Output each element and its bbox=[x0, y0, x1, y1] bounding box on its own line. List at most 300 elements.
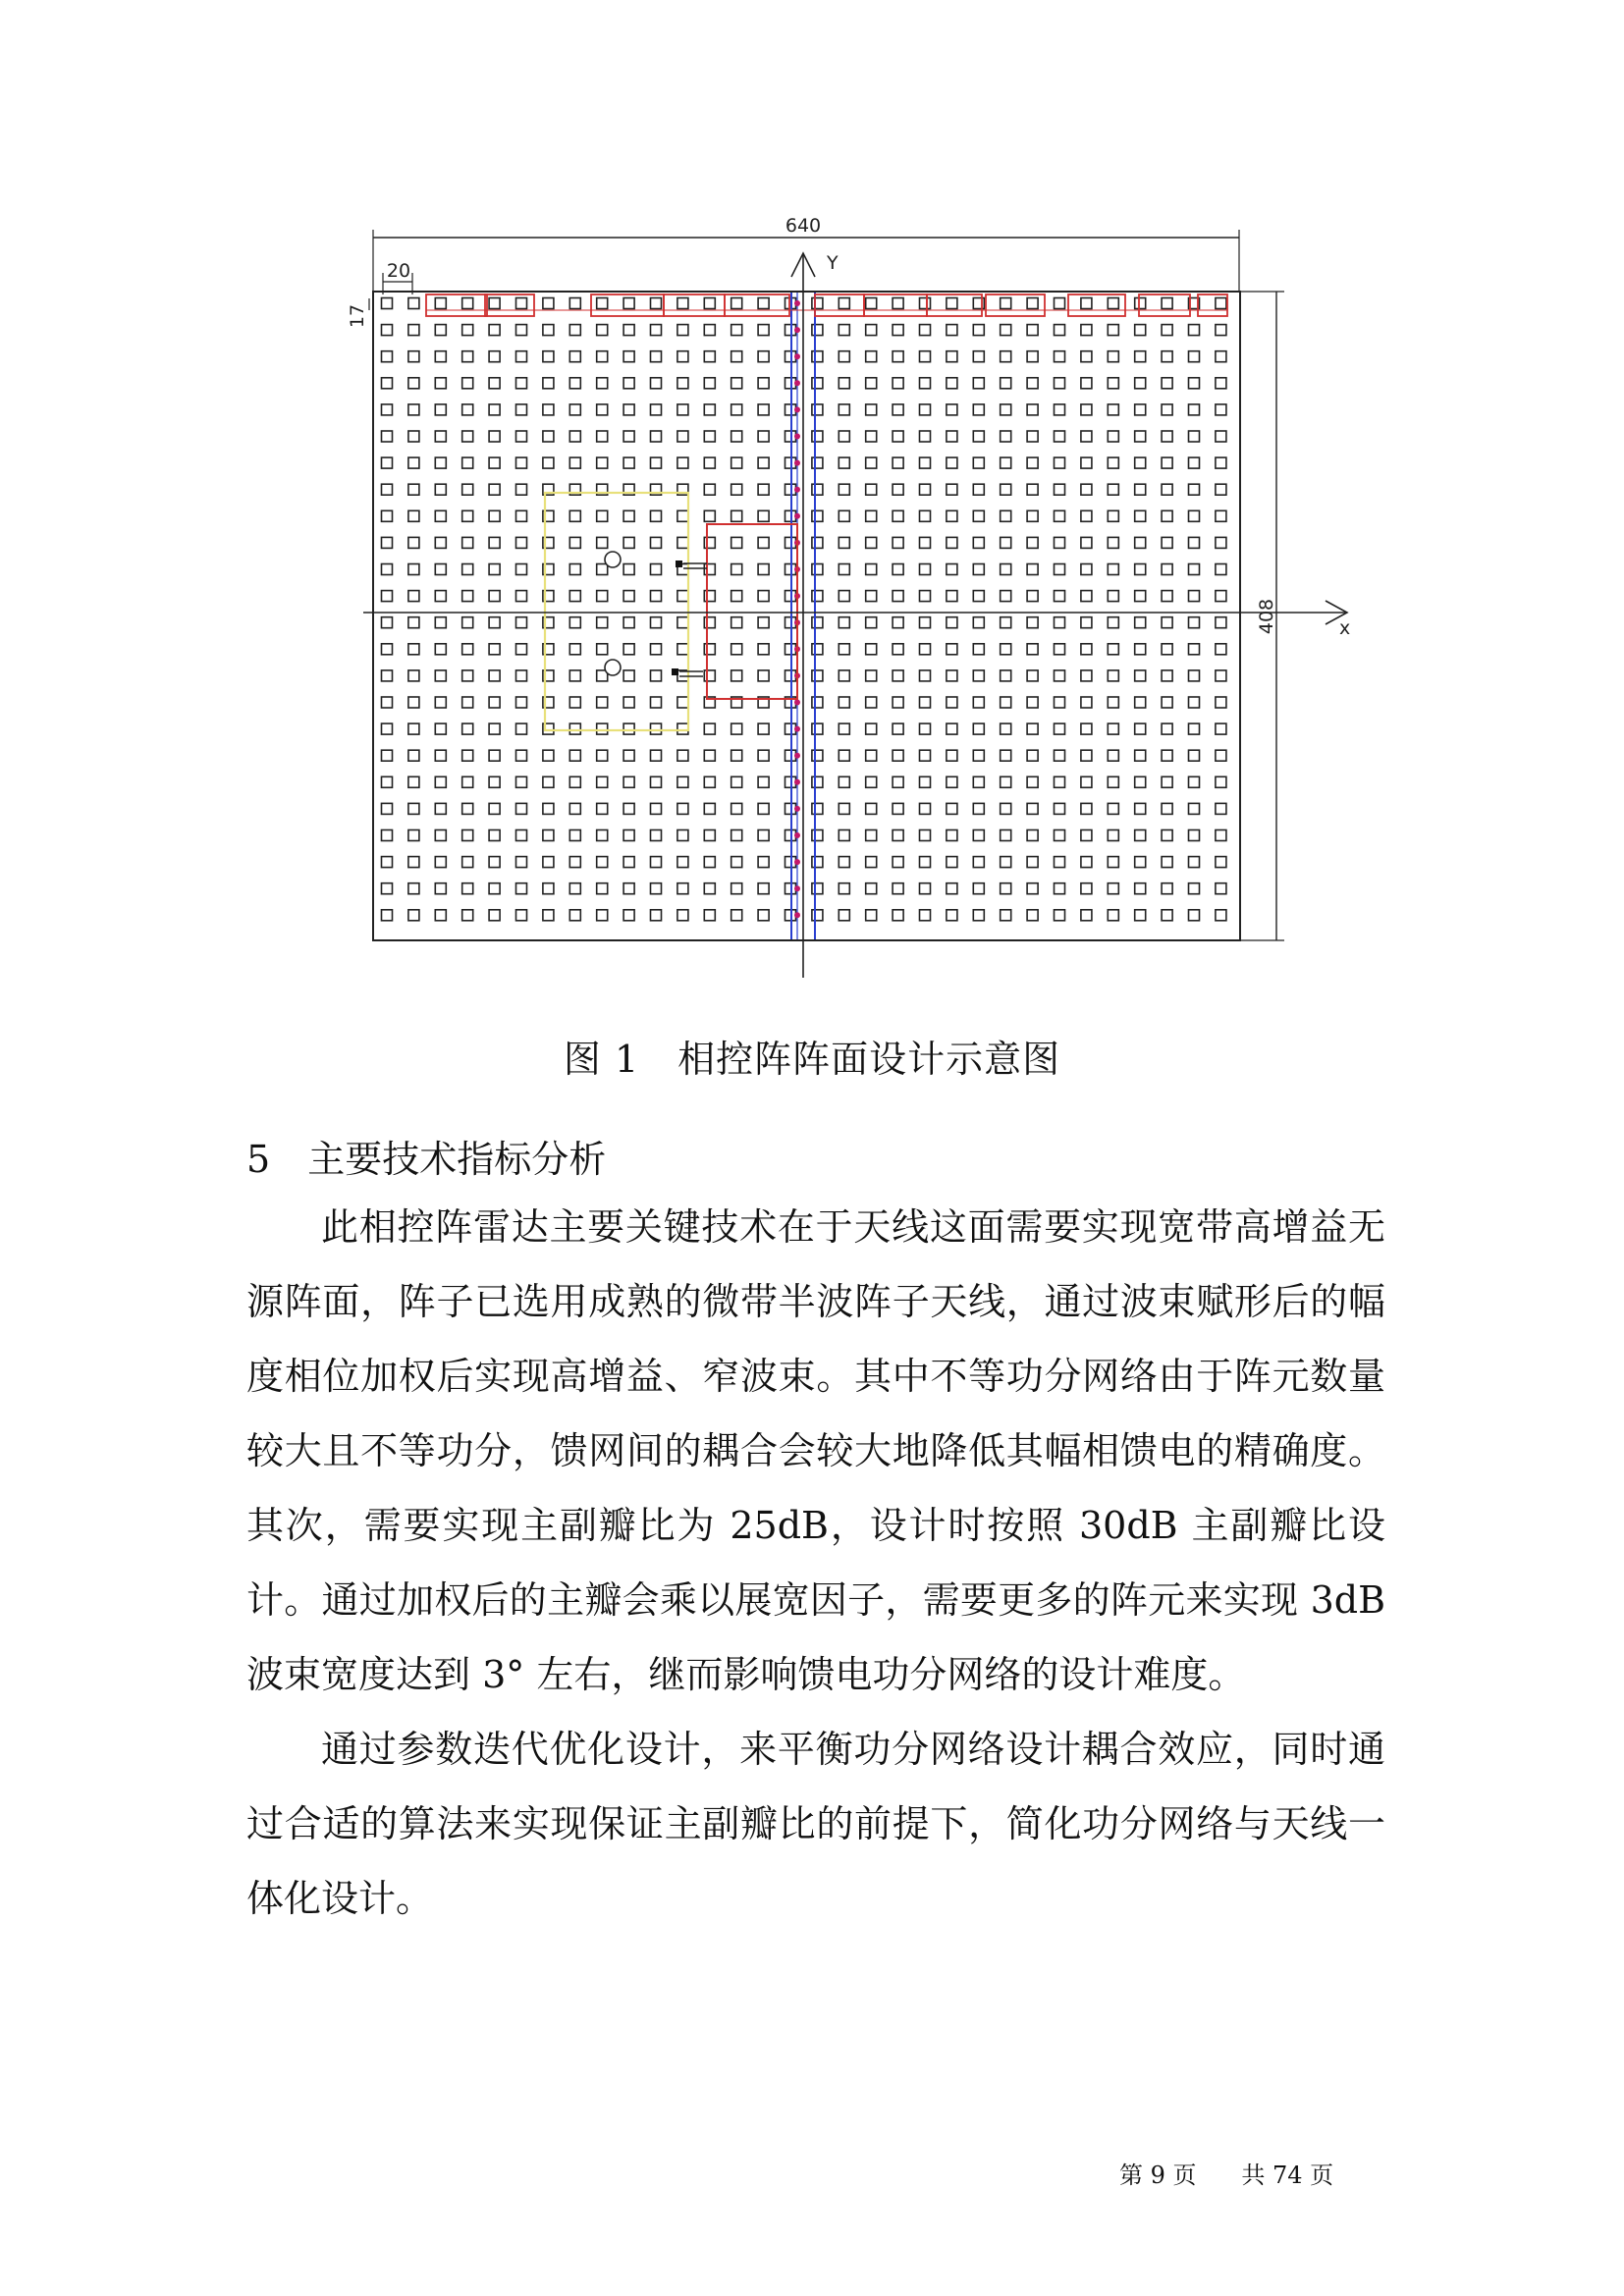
width-dimension-label: 640 bbox=[785, 215, 822, 237]
array-element bbox=[623, 830, 634, 841]
array-element bbox=[462, 830, 473, 841]
array-element bbox=[1135, 857, 1146, 868]
array-element bbox=[1135, 484, 1146, 495]
array-element bbox=[731, 644, 742, 655]
array-element bbox=[597, 697, 608, 708]
array-element bbox=[758, 298, 769, 309]
array-element bbox=[382, 776, 393, 787]
array-element bbox=[1108, 564, 1118, 575]
array-element bbox=[462, 351, 473, 362]
array-element bbox=[543, 325, 554, 336]
array-element bbox=[597, 325, 608, 336]
array-element bbox=[1216, 510, 1226, 521]
array-element bbox=[947, 510, 957, 521]
array-element bbox=[1162, 830, 1172, 841]
array-element bbox=[1001, 644, 1011, 655]
array-element bbox=[651, 750, 662, 761]
array-element bbox=[1001, 564, 1011, 575]
array-element bbox=[812, 883, 823, 894]
array-element bbox=[408, 378, 419, 389]
array-element bbox=[839, 910, 849, 921]
array-element bbox=[731, 750, 742, 761]
array-element bbox=[1055, 484, 1065, 495]
array-element bbox=[1216, 457, 1226, 468]
array-element bbox=[651, 670, 662, 681]
array-element bbox=[569, 910, 580, 921]
phased-array-layout-diagram bbox=[0, 0, 1624, 991]
array-element bbox=[812, 484, 823, 495]
array-element bbox=[1108, 617, 1118, 628]
array-element bbox=[920, 298, 931, 309]
array-element bbox=[1216, 697, 1226, 708]
array-element bbox=[516, 883, 527, 894]
array-element bbox=[1027, 351, 1038, 362]
array-element bbox=[812, 457, 823, 468]
array-element bbox=[569, 776, 580, 787]
array-element bbox=[1216, 431, 1226, 442]
array-element bbox=[973, 830, 984, 841]
array-element bbox=[516, 857, 527, 868]
array-element bbox=[1081, 510, 1092, 521]
array-element bbox=[866, 564, 877, 575]
array-element bbox=[1189, 404, 1200, 415]
array-element bbox=[462, 803, 473, 814]
array-element bbox=[623, 457, 634, 468]
array-element bbox=[893, 431, 903, 442]
array-element bbox=[408, 617, 419, 628]
array-element bbox=[947, 617, 957, 628]
array-element bbox=[1081, 378, 1092, 389]
array-element bbox=[623, 298, 634, 309]
array-element bbox=[651, 378, 662, 389]
array-element bbox=[758, 617, 769, 628]
array-element bbox=[1027, 564, 1038, 575]
array-element bbox=[1135, 325, 1146, 336]
array-element bbox=[1081, 803, 1092, 814]
array-element bbox=[597, 431, 608, 442]
array-element bbox=[623, 510, 634, 521]
array-element bbox=[1189, 510, 1200, 521]
array-element bbox=[623, 697, 634, 708]
array-element bbox=[893, 723, 903, 734]
array-element bbox=[704, 883, 715, 894]
array-element bbox=[758, 883, 769, 894]
array-element bbox=[893, 883, 903, 894]
array-element bbox=[947, 750, 957, 761]
array-element bbox=[704, 298, 715, 309]
array-element bbox=[839, 723, 849, 734]
array-element bbox=[973, 697, 984, 708]
array-element bbox=[704, 776, 715, 787]
array-element bbox=[435, 644, 446, 655]
array-element bbox=[1027, 537, 1038, 548]
array-element bbox=[1055, 457, 1065, 468]
array-element bbox=[651, 910, 662, 921]
array-element bbox=[569, 644, 580, 655]
array-element bbox=[704, 378, 715, 389]
array-element bbox=[947, 591, 957, 602]
array-element bbox=[1216, 484, 1226, 495]
array-element bbox=[651, 510, 662, 521]
array-element bbox=[489, 591, 500, 602]
array-element bbox=[462, 378, 473, 389]
array-element bbox=[1162, 378, 1172, 389]
array-element bbox=[973, 670, 984, 681]
array-element bbox=[1162, 537, 1172, 548]
array-element bbox=[569, 351, 580, 362]
array-element bbox=[1216, 298, 1226, 309]
array-element bbox=[839, 803, 849, 814]
array-element bbox=[731, 910, 742, 921]
feed-point bbox=[794, 753, 800, 759]
array-element bbox=[758, 431, 769, 442]
array-element bbox=[435, 351, 446, 362]
array-element bbox=[677, 910, 688, 921]
array-element bbox=[489, 431, 500, 442]
array-element bbox=[731, 325, 742, 336]
array-element bbox=[704, 591, 715, 602]
array-element bbox=[651, 617, 662, 628]
array-element bbox=[731, 803, 742, 814]
array-element bbox=[1189, 431, 1200, 442]
array-element bbox=[623, 883, 634, 894]
array-element bbox=[893, 776, 903, 787]
array-element bbox=[1027, 325, 1038, 336]
array-element bbox=[731, 883, 742, 894]
array-element bbox=[812, 298, 823, 309]
array-element bbox=[597, 404, 608, 415]
array-element bbox=[489, 325, 500, 336]
array-element bbox=[839, 697, 849, 708]
array-element bbox=[516, 457, 527, 468]
array-element bbox=[1216, 378, 1226, 389]
array-element bbox=[1216, 857, 1226, 868]
array-element bbox=[893, 697, 903, 708]
array-element bbox=[1001, 351, 1011, 362]
array-element bbox=[489, 830, 500, 841]
array-element bbox=[651, 404, 662, 415]
array-element bbox=[1162, 325, 1172, 336]
array-element bbox=[1189, 670, 1200, 681]
array-element bbox=[1027, 830, 1038, 841]
array-element bbox=[677, 803, 688, 814]
array-element bbox=[893, 537, 903, 548]
array-element bbox=[866, 803, 877, 814]
array-element bbox=[947, 803, 957, 814]
array-element bbox=[866, 617, 877, 628]
array-element bbox=[489, 670, 500, 681]
array-element bbox=[569, 404, 580, 415]
array-element bbox=[731, 298, 742, 309]
array-element bbox=[1027, 857, 1038, 868]
array-element bbox=[973, 617, 984, 628]
array-element bbox=[1108, 803, 1118, 814]
array-element bbox=[623, 670, 634, 681]
array-element bbox=[1189, 830, 1200, 841]
array-element bbox=[382, 697, 393, 708]
array-element bbox=[1001, 776, 1011, 787]
array-element bbox=[1135, 776, 1146, 787]
array-element bbox=[1216, 803, 1226, 814]
array-element bbox=[1001, 803, 1011, 814]
array-element bbox=[489, 457, 500, 468]
feed-point bbox=[794, 832, 800, 838]
array-element bbox=[973, 351, 984, 362]
array-element bbox=[462, 431, 473, 442]
array-element bbox=[516, 298, 527, 309]
array-element bbox=[812, 803, 823, 814]
array-element bbox=[866, 298, 877, 309]
array-element bbox=[947, 697, 957, 708]
array-element bbox=[947, 537, 957, 548]
array-element bbox=[435, 803, 446, 814]
array-element bbox=[866, 883, 877, 894]
array-element bbox=[920, 537, 931, 548]
array-element bbox=[866, 591, 877, 602]
array-element bbox=[866, 910, 877, 921]
array-element bbox=[1027, 697, 1038, 708]
array-element bbox=[489, 857, 500, 868]
array-element bbox=[1135, 298, 1146, 309]
array-element bbox=[1108, 750, 1118, 761]
array-element bbox=[516, 803, 527, 814]
array-element bbox=[1162, 298, 1172, 309]
paragraph-text: 此相控阵雷达主要关键技术在于天线这面需要实现宽带高增益无源阵面，阵子已选用成熟的微带半波阵子天线，通过波束赋形后的幅度相位加权后实现高增益、窄波束。其中不等功分网络由于阵元数量较大且不等功分，馈网间的耦合会较大地降低其幅相馈电的精确度。其次，需要实现主副瓣比为 25dB，设计时按照 30dB 主副瓣比设计。通过加权后的主瓣会乘以展宽因子，需要更多的阵元来实现 3dB 波束宽度达到 3° 左右，继而影响馈电功分网络的设计难度。 bbox=[246, 1205, 1385, 1696]
array-element bbox=[731, 404, 742, 415]
array-element bbox=[704, 803, 715, 814]
array-element bbox=[1027, 484, 1038, 495]
array-element bbox=[893, 857, 903, 868]
array-element bbox=[435, 670, 446, 681]
array-element bbox=[651, 723, 662, 734]
feed-point bbox=[794, 487, 800, 493]
array-element bbox=[1135, 803, 1146, 814]
array-element bbox=[731, 457, 742, 468]
array-element bbox=[1001, 750, 1011, 761]
array-element bbox=[1001, 404, 1011, 415]
array-element bbox=[462, 510, 473, 521]
array-element bbox=[462, 537, 473, 548]
array-element bbox=[1027, 644, 1038, 655]
array-element bbox=[489, 484, 500, 495]
array-element bbox=[623, 776, 634, 787]
array-element bbox=[382, 351, 393, 362]
array-element bbox=[812, 564, 823, 575]
array-element bbox=[462, 298, 473, 309]
array-element bbox=[408, 298, 419, 309]
array-element bbox=[1108, 910, 1118, 921]
array-element bbox=[623, 723, 634, 734]
array-element bbox=[973, 431, 984, 442]
array-element bbox=[597, 457, 608, 468]
array-element bbox=[893, 298, 903, 309]
array-element bbox=[435, 457, 446, 468]
array-element bbox=[1081, 776, 1092, 787]
section-heading bbox=[246, 1129, 606, 1183]
array-element bbox=[435, 697, 446, 708]
array-element bbox=[516, 325, 527, 336]
array-element bbox=[408, 457, 419, 468]
array-element bbox=[920, 803, 931, 814]
array-element bbox=[947, 431, 957, 442]
array-element bbox=[382, 857, 393, 868]
array-element bbox=[973, 404, 984, 415]
feed-point bbox=[794, 806, 800, 812]
array-element bbox=[1162, 484, 1172, 495]
array-element bbox=[462, 750, 473, 761]
array-element bbox=[651, 564, 662, 575]
array-element bbox=[758, 378, 769, 389]
array-element bbox=[382, 803, 393, 814]
array-element bbox=[489, 510, 500, 521]
array-element bbox=[382, 883, 393, 894]
array-element bbox=[812, 378, 823, 389]
array-element bbox=[462, 457, 473, 468]
array-element bbox=[677, 830, 688, 841]
array-element bbox=[1135, 457, 1146, 468]
array-element bbox=[920, 910, 931, 921]
array-element bbox=[973, 910, 984, 921]
array-element bbox=[623, 564, 634, 575]
array-element bbox=[1081, 670, 1092, 681]
array-element bbox=[839, 883, 849, 894]
array-element bbox=[408, 537, 419, 548]
array-element bbox=[839, 857, 849, 868]
array-element bbox=[543, 776, 554, 787]
array-element bbox=[1135, 404, 1146, 415]
array-element bbox=[920, 325, 931, 336]
array-element bbox=[1135, 617, 1146, 628]
array-element bbox=[435, 537, 446, 548]
array-element bbox=[1055, 776, 1065, 787]
array-element bbox=[1135, 910, 1146, 921]
array-element bbox=[1055, 883, 1065, 894]
array-element bbox=[920, 591, 931, 602]
array-element bbox=[435, 776, 446, 787]
array-element bbox=[731, 484, 742, 495]
array-element bbox=[677, 431, 688, 442]
array-element bbox=[1055, 750, 1065, 761]
array-element bbox=[1162, 351, 1172, 362]
array-element bbox=[1135, 537, 1146, 548]
array-element bbox=[758, 670, 769, 681]
array-element bbox=[651, 325, 662, 336]
array-element bbox=[597, 537, 608, 548]
array-element bbox=[623, 325, 634, 336]
array-element bbox=[489, 750, 500, 761]
paragraph-text: 通过参数迭代优化设计，来平衡功分网络设计耦合效应，同时通过合适的算法来实现保证主副瓣比的前提下，简化功分网络与天线一体化设计。 bbox=[246, 1728, 1385, 1920]
array-element bbox=[758, 537, 769, 548]
array-element bbox=[382, 457, 393, 468]
array-element bbox=[543, 351, 554, 362]
array-element bbox=[812, 325, 823, 336]
array-element bbox=[1055, 670, 1065, 681]
array-element bbox=[839, 537, 849, 548]
array-element bbox=[1135, 670, 1146, 681]
array-element bbox=[1108, 378, 1118, 389]
array-element bbox=[651, 457, 662, 468]
array-element bbox=[516, 617, 527, 628]
array-element bbox=[1001, 617, 1011, 628]
array-element bbox=[1081, 644, 1092, 655]
array-element bbox=[1162, 803, 1172, 814]
array-element bbox=[569, 457, 580, 468]
array-element bbox=[1001, 697, 1011, 708]
array-element bbox=[973, 510, 984, 521]
array-element bbox=[651, 644, 662, 655]
array-element bbox=[1081, 484, 1092, 495]
array-element bbox=[758, 857, 769, 868]
array-element bbox=[382, 591, 393, 602]
array-element bbox=[462, 644, 473, 655]
array-element bbox=[489, 803, 500, 814]
array-element bbox=[1216, 537, 1226, 548]
array-element bbox=[1189, 325, 1200, 336]
array-element bbox=[893, 803, 903, 814]
array-element bbox=[812, 776, 823, 787]
array-element bbox=[597, 803, 608, 814]
array-element bbox=[569, 564, 580, 575]
array-element bbox=[1189, 776, 1200, 787]
array-element bbox=[462, 883, 473, 894]
array-element bbox=[623, 750, 634, 761]
array-element bbox=[408, 803, 419, 814]
array-element bbox=[704, 644, 715, 655]
array-element bbox=[812, 404, 823, 415]
array-element bbox=[1189, 591, 1200, 602]
array-element bbox=[1216, 883, 1226, 894]
array-element bbox=[839, 431, 849, 442]
array-element bbox=[462, 670, 473, 681]
array-element bbox=[597, 298, 608, 309]
subarray-port-circle bbox=[605, 660, 621, 675]
array-element bbox=[731, 830, 742, 841]
y-axis-label: Y bbox=[827, 252, 839, 274]
array-element bbox=[1189, 883, 1200, 894]
array-element bbox=[839, 325, 849, 336]
array-element bbox=[704, 723, 715, 734]
array-element bbox=[1135, 883, 1146, 894]
array-element bbox=[1108, 325, 1118, 336]
array-element bbox=[1027, 723, 1038, 734]
subarray-outline-red bbox=[707, 524, 797, 699]
array-element bbox=[543, 378, 554, 389]
array-element bbox=[1189, 484, 1200, 495]
array-element bbox=[677, 644, 688, 655]
array-element bbox=[516, 564, 527, 575]
array-element bbox=[1135, 564, 1146, 575]
array-element bbox=[893, 457, 903, 468]
array-element bbox=[1081, 351, 1092, 362]
array-element bbox=[569, 803, 580, 814]
array-element bbox=[947, 325, 957, 336]
array-element bbox=[920, 776, 931, 787]
array-element bbox=[1216, 776, 1226, 787]
array-element bbox=[597, 378, 608, 389]
array-element bbox=[382, 830, 393, 841]
array-element bbox=[1135, 431, 1146, 442]
array-element bbox=[408, 351, 419, 362]
array-element bbox=[920, 670, 931, 681]
array-element bbox=[1055, 404, 1065, 415]
array-element bbox=[1108, 776, 1118, 787]
array-element bbox=[543, 857, 554, 868]
array-element bbox=[1055, 910, 1065, 921]
array-element bbox=[435, 750, 446, 761]
array-element bbox=[569, 697, 580, 708]
array-element bbox=[920, 431, 931, 442]
array-element bbox=[1027, 431, 1038, 442]
